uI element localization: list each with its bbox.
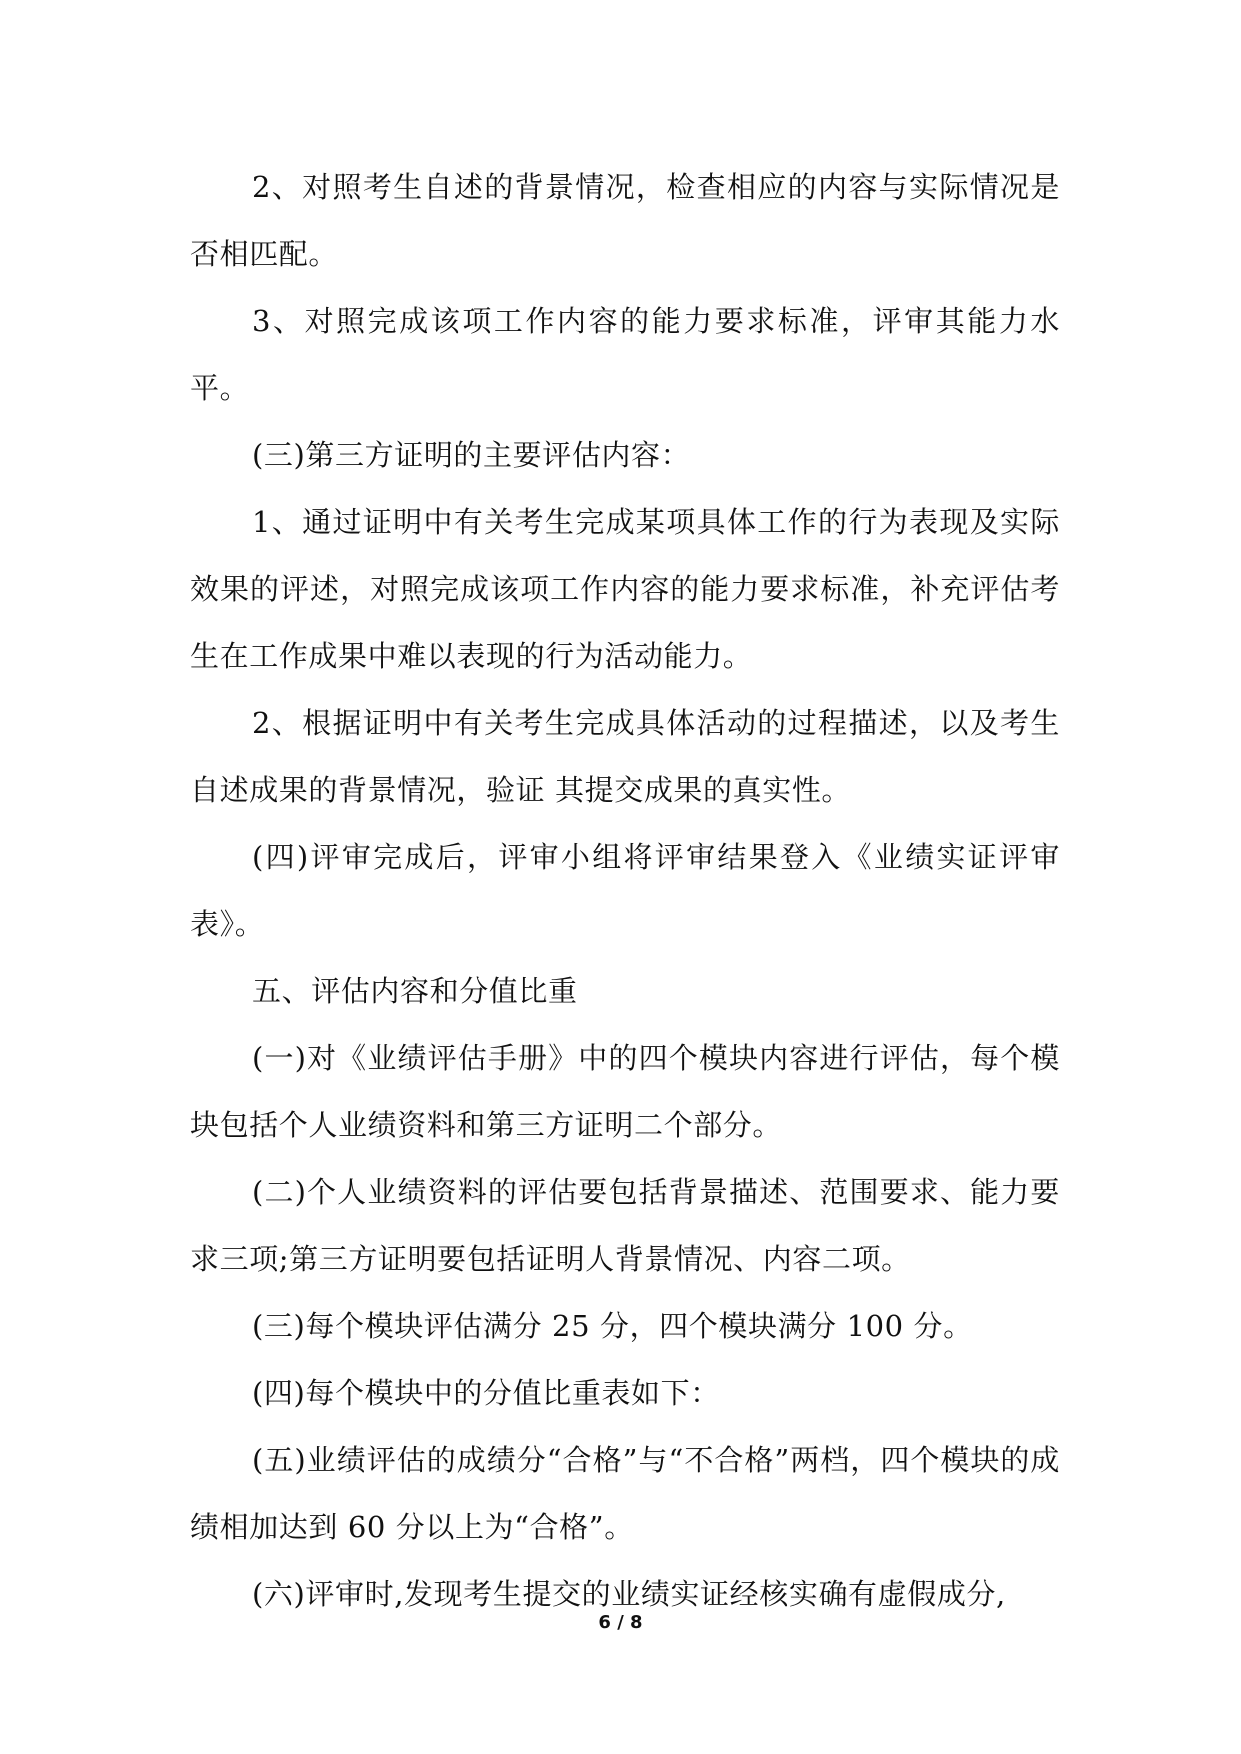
page-number: 6 / 8 xyxy=(598,1612,643,1633)
section-heading: 五、评估内容和分值比重 xyxy=(252,974,578,1008)
paragraph-9: (二)个人业绩资料的评估要包括背景描述、范围要求、能力要求三项;第三方证明要包括证明人背景情况、内容二项。 xyxy=(190,1175,1060,1276)
paragraph-13: (六)评审时,发现考生提交的业绩实证经核实确有虚假成分, xyxy=(252,1577,1006,1611)
paragraph-5: 2、根据证明中有关考生完成具体活动的过程描述，以及考生自述成果的背景情况，验证 其提交成果的真实性。 xyxy=(190,706,1060,807)
paragraph-3: (三)第三方证明的主要评估内容： xyxy=(252,438,691,472)
paragraph-6: (四)评审完成后，评审小组将评审结果登入《业绩实证评审表》。 xyxy=(190,840,1060,941)
document-body xyxy=(190,154,1060,1628)
paragraph-1: 2、对照考生自述的背景情况，检查相应的内容与实际情况是否相匹配。 xyxy=(190,170,1060,271)
paragraph-12: (五)业绩评估的成绩分“合格”与“不合格”两档，四个模块的成绩相加达到 60 分以上为“合格”。 xyxy=(190,1443,1060,1544)
paragraph-10: (三)每个模块评估满分 25 分，四个模块满分 100 分。 xyxy=(252,1309,973,1343)
paragraph-8: (一)对《业绩评估手册》中的四个模块内容进行评估，每个模块包括个人业绩资料和第三方证明二个部分。 xyxy=(190,1041,1060,1142)
paragraph-11: (四)每个模块中的分值比重表如下： xyxy=(252,1376,720,1410)
paragraph-4: 1、通过证明中有关考生完成某项具体工作的行为表现及实际效果的评述，对照完成该项工作内容的能力要求标准，补充评估考生在工作成果中难以表现的行为活动能力。 xyxy=(190,505,1060,673)
paragraph-2: 3、对照完成该项工作内容的能力要求标准，评审其能力水平。 xyxy=(190,304,1060,405)
